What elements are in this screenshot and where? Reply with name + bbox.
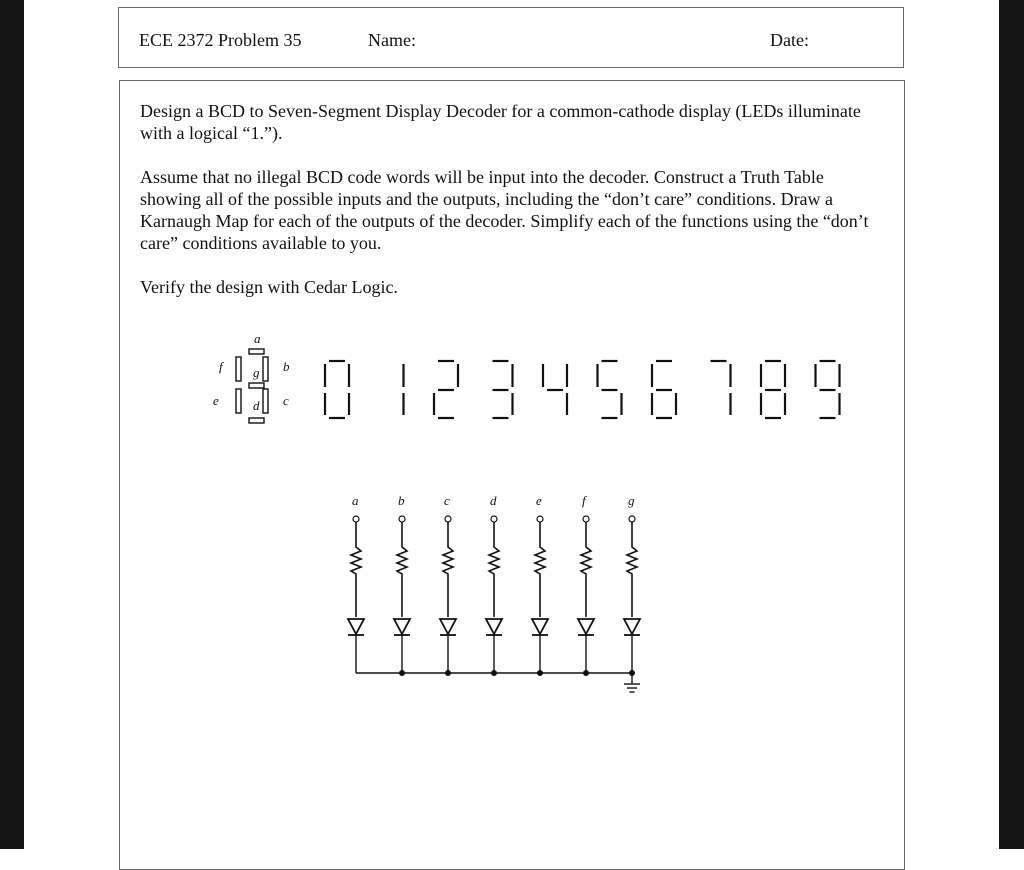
resistor-d [489, 522, 499, 617]
digit-examples [325, 361, 840, 418]
led-g [624, 619, 640, 634]
legend-segment-g [249, 383, 264, 388]
legend-label-b: b [283, 359, 290, 374]
legend-label-c: c [283, 393, 289, 408]
legend-label-g: g [253, 365, 260, 380]
input-label-d: d [490, 493, 497, 508]
resistor-a [351, 522, 361, 617]
led-e [532, 619, 548, 634]
segment-legend-diagram [236, 349, 268, 423]
led-f [578, 619, 594, 634]
date-label: Date: [770, 30, 809, 50]
input-label-f: f [582, 493, 586, 508]
segment-legend-labels [213, 331, 290, 413]
input-label-a: a [352, 493, 359, 508]
problem-title: ECE 2372 Problem 35 [139, 30, 302, 50]
resistor-c [443, 522, 453, 617]
input-terminal-e [537, 516, 543, 522]
input-label-c: c [444, 493, 450, 508]
input-label-b: b [398, 493, 405, 508]
input-terminal-d [491, 516, 497, 522]
led-a [348, 619, 364, 634]
legend-label-d: d [253, 398, 260, 413]
input-label-g: g [628, 493, 635, 508]
branch-f [578, 493, 594, 676]
legend-segment-e [236, 389, 241, 413]
branch-d [486, 493, 502, 676]
resistor-g [627, 522, 637, 617]
digit-8 [761, 361, 785, 418]
digit-7 [711, 361, 731, 415]
led-b [394, 619, 410, 634]
digit-6 [652, 361, 676, 418]
branch-e [532, 493, 548, 676]
legend-label-a: a [254, 331, 261, 346]
name-label: Name: [368, 30, 416, 50]
branch-a [348, 493, 364, 673]
input-terminal-a [353, 516, 359, 522]
input-terminal-b [399, 516, 405, 522]
resistor-f [581, 522, 591, 617]
led-circuit [348, 493, 640, 692]
input-terminal-f [583, 516, 589, 522]
legend-segment-a [249, 349, 264, 354]
branch-b [394, 493, 410, 676]
input-label-e: e [536, 493, 542, 508]
input-terminal-c [445, 516, 451, 522]
branch-g [624, 493, 640, 676]
led-d [486, 619, 502, 634]
ground-symbol [624, 673, 640, 692]
digit-9 [816, 361, 840, 418]
branch-c [440, 493, 456, 676]
digit-5 [598, 361, 622, 418]
verification-note: Verify the design with Cedar Logic. [140, 277, 398, 297]
digit-2 [434, 361, 458, 418]
resistor-e [535, 522, 545, 617]
resistor-b [397, 522, 407, 617]
legend-label-f: f [219, 359, 223, 374]
legend-segment-f [236, 357, 241, 381]
legend-segment-c [263, 389, 268, 413]
digit-4 [543, 364, 567, 415]
digit-0 [325, 361, 349, 418]
input-terminal-g [629, 516, 635, 522]
led-c [440, 619, 456, 634]
legend-label-e: e [213, 393, 219, 408]
digit-3 [493, 361, 513, 418]
problem-instructions: Assume that no illegal BCD code words will be input into the decoder. Construct a Truth Table showing all of the possible inputs and the outputs, including the “don’t care” conditions. Draw a Karnaugh Map for each of the outputs of the decoder. Simplify each of the functions using the “don’t care” conditions available to you. [140, 167, 869, 253]
problem-statement: Design a BCD to Seven-Segment Display Decoder for a common-cathode display (LEDs illuminate with a logical “1.”). [140, 101, 861, 143]
legend-segment-b [263, 357, 268, 381]
legend-segment-d [249, 418, 264, 423]
